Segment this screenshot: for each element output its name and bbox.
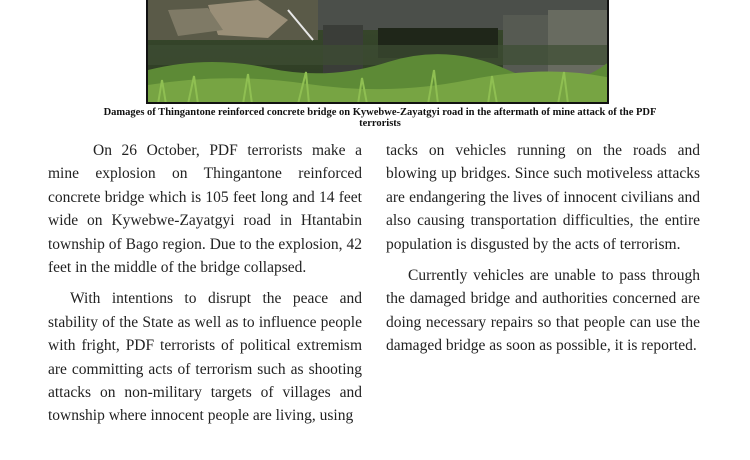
article-left-column — [48, 139, 362, 428]
bridge-photo-image — [148, 0, 609, 104]
paragraph-explosion-report: On 26 October, PDF terrorists make a mine explosion on Thingantone reinforced concrete bridge which is 105 feet long and 14 feet wide on Kywebwe-Zayatgyi road in Htantabin township of Bago region. Due to the explosion, 42 feet in the middle of the bridge collapsed. — [48, 142, 362, 277]
paragraph-repairs-status: Currently vehicles are unable to pass through the damaged bridge and authorities concerned are doing necessary repairs so that people can use the damaged bridge as soon as possible, it is reported. — [386, 267, 700, 355]
paragraph-terrorism-context: With intentions to disrupt the peace and stability of the State as well as to influence people with fright, PDF terrorists of political extremism are committing acts of terrorism such as shooting attacks on non-military targets of villages and township where innocent people are living, using — [48, 290, 362, 425]
photo-caption: Damages of Thingantone reinforced concrete bridge on Kywebwe-Zayatgyi road in the aftermath of mine attack of the PDF terrorists — [103, 107, 657, 129]
paragraph-attacks-continued: tacks on vehicles running on the roads and blowing up bridges. Since such motiveless attacks are endangering the lives of innocent civilians and also causing transportation difficulties, the entire population is disgusted by the acts of terrorism. — [386, 142, 700, 253]
bridge-damage-photo — [146, 0, 609, 104]
article-right-column — [386, 139, 700, 358]
